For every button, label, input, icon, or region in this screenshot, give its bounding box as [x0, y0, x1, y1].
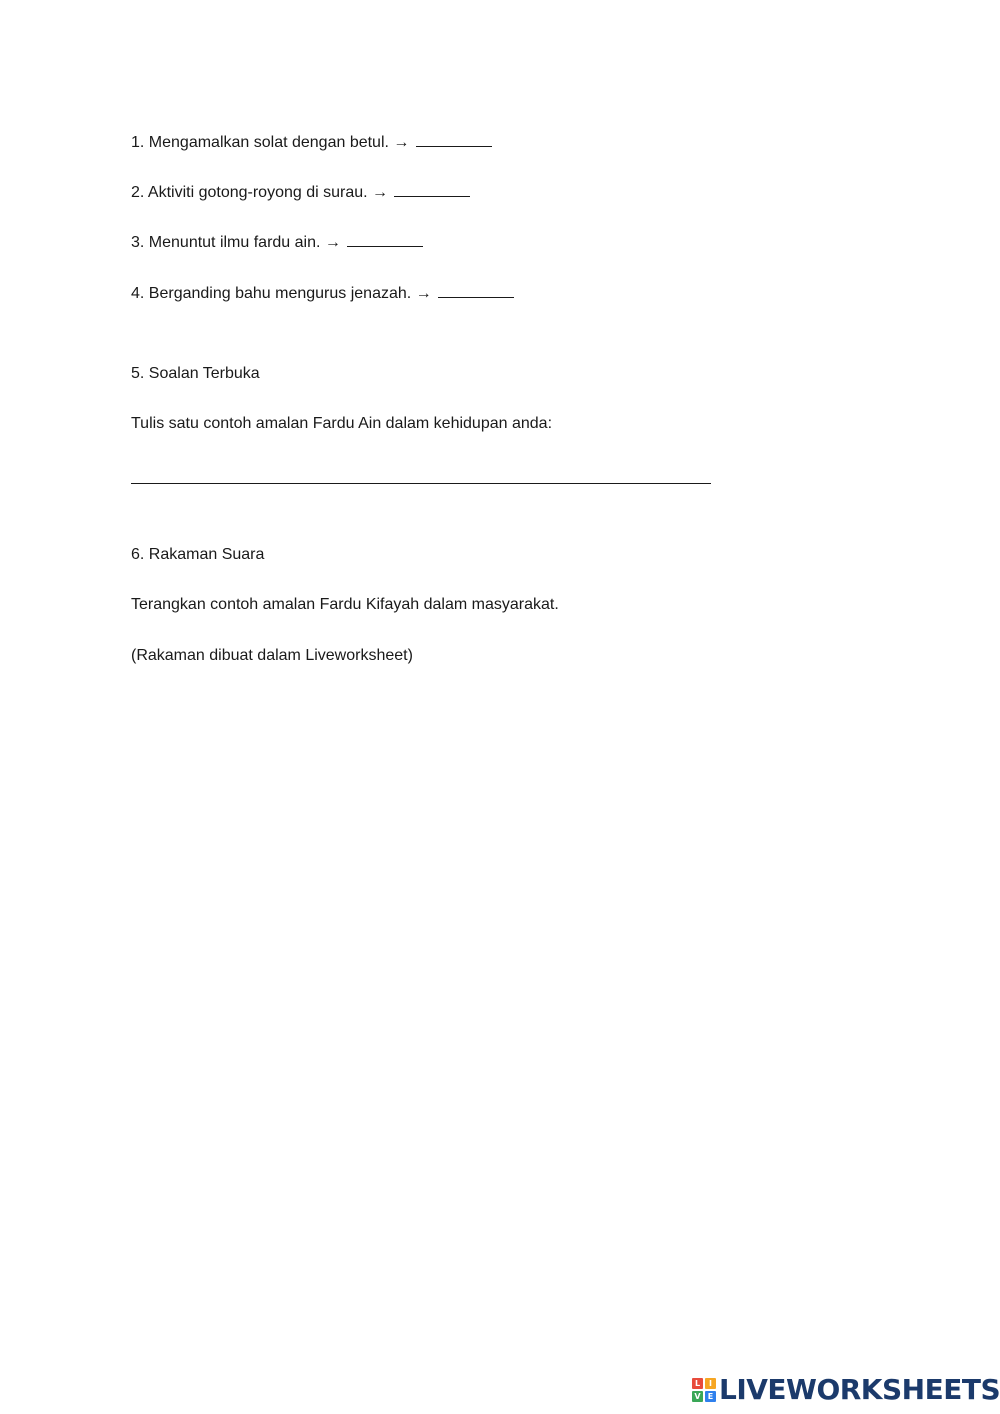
section-6-heading: 6. Rakaman Suara [131, 546, 265, 563]
question-text: 3. Menuntut ilmu fardu ain. [131, 234, 321, 251]
question-text: 1. Mengamalkan solat dengan betul. [131, 134, 389, 151]
answer-blank[interactable] [416, 132, 492, 147]
arrow-icon: → [415, 285, 432, 302]
arrow-icon: → [372, 184, 389, 201]
arrow-icon: → [393, 134, 410, 151]
answer-blank[interactable] [347, 232, 423, 247]
question-2 [131, 182, 470, 203]
logo-square: E [705, 1391, 716, 1402]
logo-text: LIVEWORKSHEETS [719, 1373, 1000, 1406]
question-4 [131, 283, 514, 304]
question-3 [131, 232, 423, 253]
question-text: 2. Aktiviti gotong-royong di surau. [131, 184, 368, 201]
section-5-prompt: Tulis satu contoh amalan Fardu Ain dalam kehidupan anda: [131, 415, 553, 432]
open-answer-line[interactable] [131, 483, 711, 484]
logo-square: I [705, 1378, 716, 1389]
logo-square: V [692, 1391, 703, 1402]
question-text: 4. Berganding bahu mengurus jenazah. [131, 285, 412, 302]
answer-blank[interactable] [438, 283, 514, 298]
liveworksheets-logo [692, 1372, 1000, 1408]
arrow-icon: → [324, 234, 341, 251]
question-1 [131, 132, 492, 153]
section-6-prompt: Terangkan contoh amalan Fardu Kifayah dalam masyarakat. [131, 596, 559, 613]
section-5-heading: 5. Soalan Terbuka [131, 365, 260, 382]
logo-squares-icon [692, 1378, 716, 1402]
section-6-note: (Rakaman dibuat dalam Liveworksheet) [131, 647, 413, 664]
logo-square: L [692, 1378, 703, 1389]
answer-blank[interactable] [394, 182, 470, 197]
